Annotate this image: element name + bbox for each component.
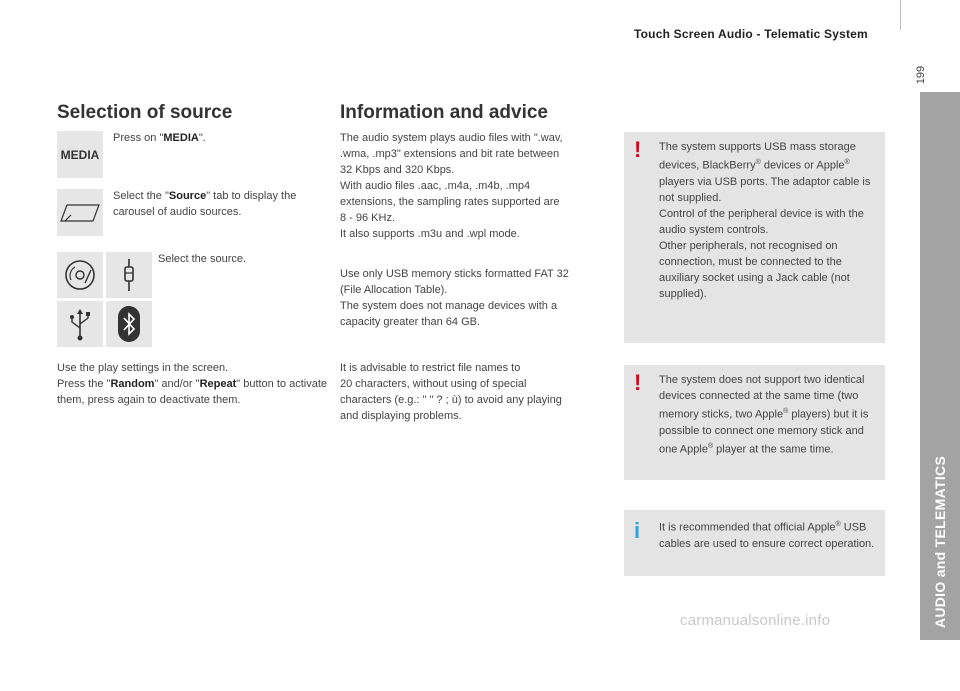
step-select-the-source: Select the source. bbox=[158, 253, 247, 265]
page-number: 199 bbox=[915, 65, 927, 85]
media-icon-label: MEDIA bbox=[60, 147, 100, 162]
header-divider bbox=[900, 0, 901, 30]
info-i-icon: i bbox=[634, 518, 641, 543]
chapter-label: AUDIO and TELEMATICS bbox=[932, 455, 948, 629]
warning-note-usb-support bbox=[624, 132, 885, 343]
chapter-side-tab bbox=[920, 92, 960, 690]
usb-memory-stick-paragraph: Use only USB memory sticks formatted FAT 32 (File Allocation Table). The system does not manage devices with a capacity greater than 64 GB. bbox=[340, 268, 569, 328]
aux-jack-source-icon bbox=[106, 252, 152, 298]
info-note-text: It is recommended that official Apple® USB cables are used to ensure correct operation. bbox=[659, 521, 875, 550]
play-settings-instructions: Use the play settings in the screen. Press the "Random" and/or "Repeat" button to activate them, press again to deactivate them. bbox=[57, 362, 327, 406]
warning-note-text: The system supports USB mass storage devices, BlackBerry® devices or Apple® players via USB ports. The adaptor cable is not supplied. Control of the peripheral device is with the audio system controls. Other peripherals, not recognised on connection, must be connected to the auxiliary socket using a Jack cable (not supplied). bbox=[659, 141, 871, 300]
page-header-title: Touch Screen Audio - Telematic System bbox=[634, 27, 868, 41]
cd-source-icon bbox=[57, 252, 103, 298]
media-button-icon bbox=[57, 131, 103, 178]
step-press-media: Press on "MEDIA". bbox=[113, 132, 206, 144]
warning-exclamation-icon: ! bbox=[634, 370, 642, 395]
chapter-number: 10 bbox=[923, 657, 957, 690]
step-select-source-tab: Select the "Source" tab to display the carousel of audio sources. bbox=[113, 190, 297, 218]
source-tab-icon bbox=[57, 189, 103, 236]
info-note-apple-cables bbox=[624, 510, 885, 576]
warning-note-text: The system does not support two identical devices connected at the same time (two memory sticks, two Apple® players) but it is possible to connect one memory stick and one Apple® player at the same time. bbox=[659, 374, 869, 456]
source-tab-shape-icon bbox=[59, 202, 101, 224]
section-heading-information-and-advice: Information and advice bbox=[340, 102, 548, 123]
file-name-advice-paragraph: It is advisable to restrict file names to 20 characters, without using of special characters (e.g.: " " ? ; ù) to avoid any playing and displaying problems. bbox=[340, 362, 562, 422]
section-heading-selection-of-source: Selection of source bbox=[57, 102, 233, 123]
bluetooth-source-icon bbox=[106, 301, 152, 347]
usb-source-icon bbox=[57, 301, 103, 347]
warning-exclamation-icon: ! bbox=[634, 137, 642, 162]
warning-note-identical-devices bbox=[624, 365, 885, 480]
watermark-text: carmanualsonline.info bbox=[680, 612, 831, 629]
supported-formats-paragraph: The audio system plays audio files with ".wav, .wma, .mp3" extensions and bit rate between 32 Kbps and 320 Kbps. With audio files .aac, .m4a, .m4b, .mp4 extensions, the sampling rates supported are 8 - 96 KHz. It also supports .m3u and .wpl mode. bbox=[340, 132, 563, 240]
